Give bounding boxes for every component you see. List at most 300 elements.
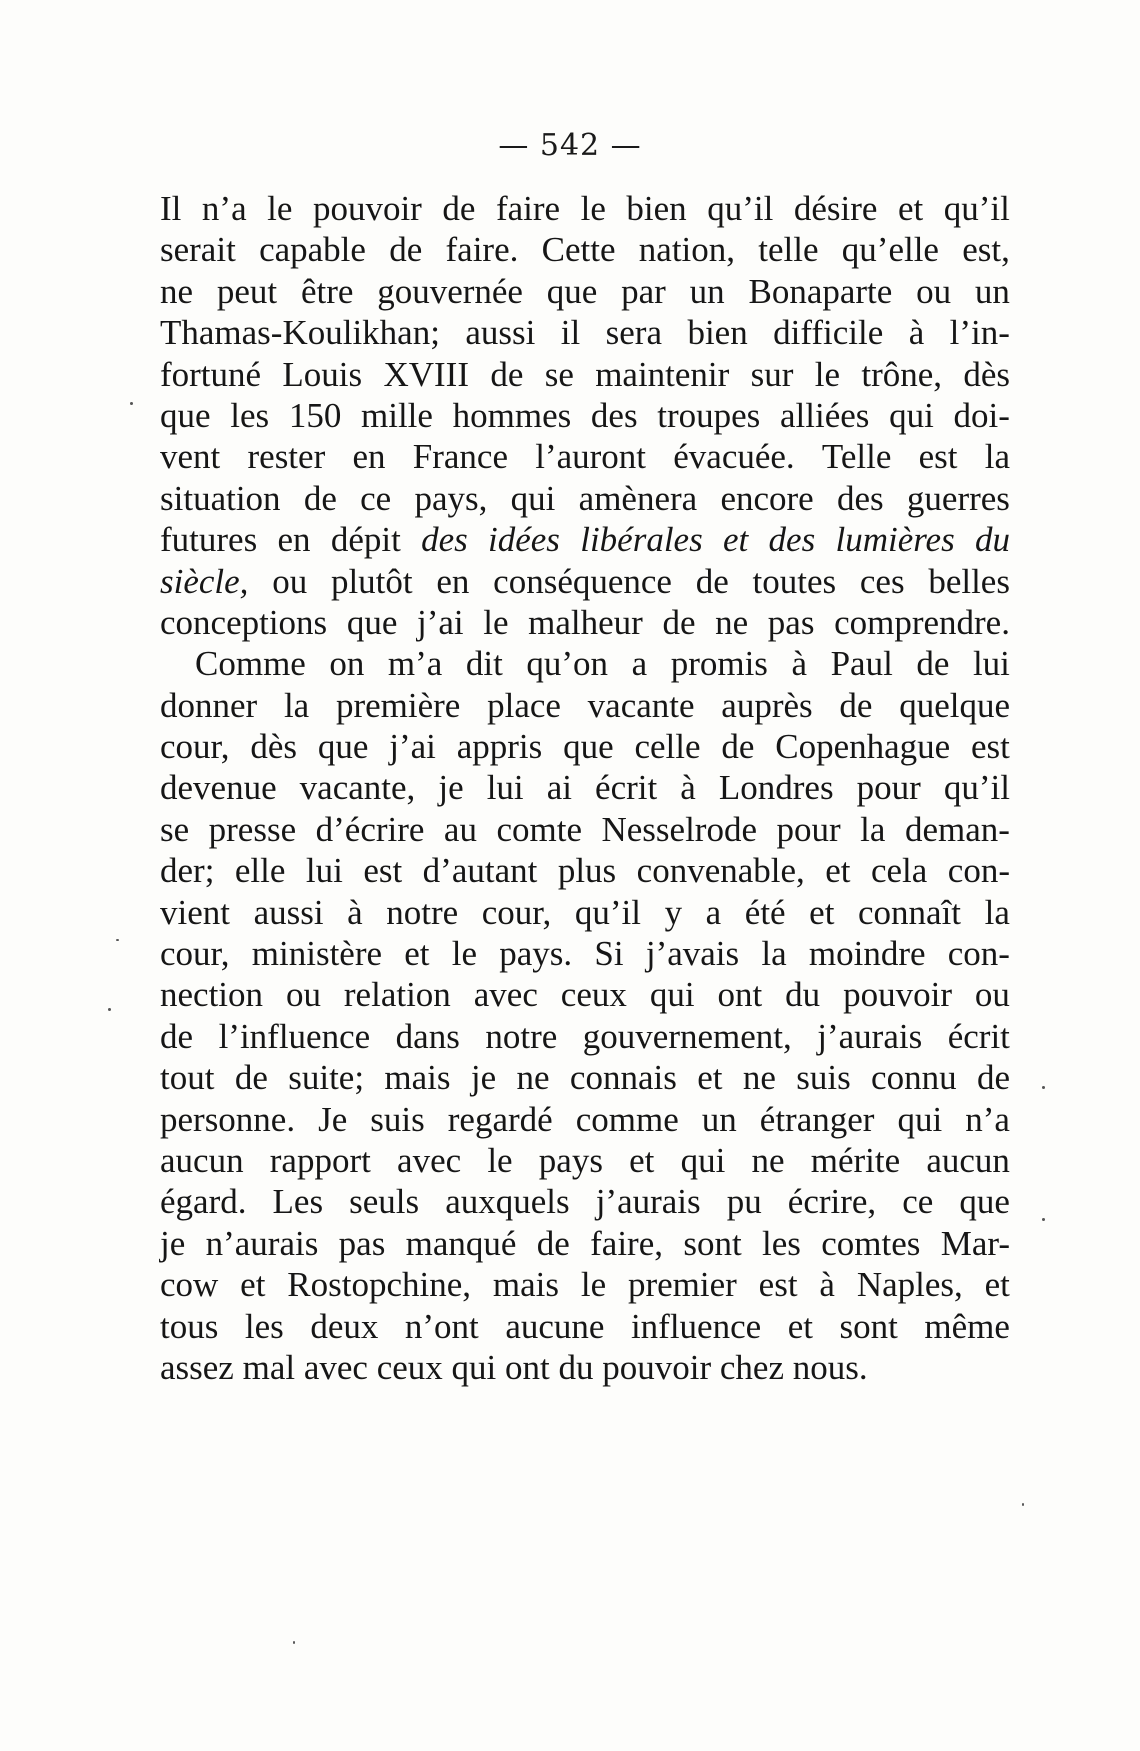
word: Telle xyxy=(821,437,892,477)
text-line xyxy=(160,1181,1010,1222)
word: quelque xyxy=(899,685,1010,725)
word: vient xyxy=(160,892,230,932)
word: se xyxy=(160,809,190,849)
word: trône, xyxy=(861,354,943,394)
text-line xyxy=(160,850,1010,891)
word: encore xyxy=(720,478,814,518)
word: faire. xyxy=(445,230,519,270)
word: malheur xyxy=(528,602,643,642)
word: guerres xyxy=(906,478,1010,518)
word: du xyxy=(975,520,1010,560)
text-line xyxy=(160,188,1010,229)
word: et xyxy=(984,1265,1010,1305)
text-line xyxy=(160,809,1010,850)
word: Louis xyxy=(282,354,363,394)
word: l’influence xyxy=(218,1016,371,1056)
word: ce xyxy=(360,478,392,518)
word: avec xyxy=(473,975,538,1015)
word: doi- xyxy=(953,395,1010,435)
word: qui xyxy=(451,1347,497,1387)
word: lui xyxy=(486,768,524,808)
word: égard. xyxy=(160,1182,247,1222)
word: ce xyxy=(902,1182,934,1222)
text-line xyxy=(160,685,1010,726)
word: suite; xyxy=(288,1058,365,1098)
text-line xyxy=(160,229,1010,270)
word: dépit xyxy=(330,520,401,560)
word: qu’on xyxy=(526,644,609,684)
word: le xyxy=(451,934,478,974)
word: je xyxy=(470,1058,497,1098)
word: ai xyxy=(546,768,572,808)
word: tous xyxy=(160,1306,219,1346)
word: connaît xyxy=(858,892,962,932)
word: j’aurais xyxy=(595,1182,701,1222)
word: Rostopchine, xyxy=(287,1265,472,1305)
word: place xyxy=(487,685,561,725)
word: Comme xyxy=(195,644,306,684)
word: der; xyxy=(160,851,215,891)
word: j’ai xyxy=(416,602,464,642)
word: dès xyxy=(250,727,298,767)
word: un xyxy=(974,271,1010,311)
word: suis xyxy=(370,1099,425,1139)
text-line xyxy=(160,1306,1010,1347)
word: est xyxy=(971,727,1010,767)
word: qui xyxy=(897,1099,943,1139)
word: conséquence xyxy=(493,561,672,601)
word: vacante, xyxy=(299,768,416,808)
word: lui xyxy=(972,644,1010,684)
word: pouvoir xyxy=(312,189,422,228)
word: le xyxy=(487,1140,513,1180)
paper-speck xyxy=(1042,1086,1045,1089)
word: écrit xyxy=(947,1016,1010,1056)
text-line xyxy=(160,643,1010,684)
word: que xyxy=(563,727,614,767)
word: ou xyxy=(285,975,321,1015)
word: le xyxy=(580,189,606,228)
word: et xyxy=(240,1265,266,1305)
word: capable xyxy=(259,230,366,270)
word: n’a xyxy=(965,1099,1010,1139)
word: un xyxy=(701,1099,737,1139)
word: ou xyxy=(272,561,308,601)
word: pays xyxy=(538,1140,603,1180)
word: Paul xyxy=(830,644,893,684)
text-line xyxy=(160,271,1010,312)
word: lui xyxy=(305,851,343,891)
word: l’in- xyxy=(949,313,1010,353)
word: ceux xyxy=(376,1347,443,1387)
word: pas xyxy=(338,1223,386,1263)
word: seuls xyxy=(349,1182,420,1222)
paper-speck xyxy=(1022,1503,1024,1506)
word: connu xyxy=(871,1058,957,1098)
word: pu xyxy=(726,1182,762,1222)
word: et xyxy=(629,1140,655,1180)
paper-speck xyxy=(1042,1218,1045,1221)
word: Nesselrode xyxy=(601,809,758,849)
word: et xyxy=(825,851,851,891)
word: être xyxy=(300,271,354,311)
word: de xyxy=(662,602,696,642)
word: rester xyxy=(247,437,326,477)
word: mille xyxy=(361,395,433,435)
text-line xyxy=(160,1057,1010,1098)
word: pouvoir xyxy=(843,975,952,1015)
text-line xyxy=(160,933,1010,974)
word: XVIII xyxy=(383,354,469,394)
paper-speck xyxy=(293,1641,295,1644)
word: la xyxy=(283,685,310,725)
word: que xyxy=(160,395,211,435)
word: sont xyxy=(839,1306,898,1346)
word: la xyxy=(984,437,1010,477)
word: est xyxy=(918,437,958,477)
text-line xyxy=(160,1099,1010,1140)
word: vacante xyxy=(587,685,695,725)
word: le xyxy=(814,354,841,394)
word: con- xyxy=(947,851,1010,891)
word: plus xyxy=(557,851,617,891)
word: plutôt xyxy=(330,561,413,601)
word: qu’il xyxy=(943,189,1010,228)
word: et xyxy=(897,189,924,228)
word: premier xyxy=(627,1265,737,1305)
word: écrit xyxy=(595,768,658,808)
text-line xyxy=(160,395,1010,436)
text-line xyxy=(160,354,1010,395)
body-text xyxy=(160,188,1010,1388)
word: l’auront xyxy=(535,437,647,477)
word: aucune xyxy=(505,1306,605,1346)
word: et xyxy=(787,1306,813,1346)
word: désire xyxy=(793,189,878,228)
word: des xyxy=(768,520,816,560)
word: Il xyxy=(160,189,182,228)
word: convenable, xyxy=(636,851,805,891)
word: futures xyxy=(160,520,258,560)
word: et xyxy=(722,520,749,560)
word: que xyxy=(346,602,398,642)
word: France xyxy=(412,437,508,477)
word: ou xyxy=(974,975,1010,1015)
word: est, xyxy=(962,230,1010,270)
word: des xyxy=(590,395,638,435)
text-line xyxy=(160,519,1010,560)
page-number: — 542 — xyxy=(498,128,642,163)
word: qu’il xyxy=(943,768,1010,808)
word: j’aurais xyxy=(817,1016,923,1056)
word: mal xyxy=(242,1347,296,1387)
word: en xyxy=(277,520,311,560)
word: pays, xyxy=(414,478,488,518)
word: d’autant xyxy=(422,851,538,891)
word: est xyxy=(758,1265,798,1305)
word: notre xyxy=(485,1016,558,1056)
word: les xyxy=(762,1223,801,1263)
word: de xyxy=(536,1223,570,1263)
word: à xyxy=(680,768,696,808)
word: dès xyxy=(963,354,1010,394)
word: celle xyxy=(634,727,701,767)
text-line xyxy=(160,726,1010,767)
word: rapport xyxy=(269,1140,371,1180)
word: 150 xyxy=(288,395,342,435)
word: de xyxy=(234,1058,268,1098)
word: elle xyxy=(234,851,286,891)
word: on xyxy=(329,644,365,684)
word: sont xyxy=(683,1223,742,1263)
word: et xyxy=(809,892,835,932)
word: ces xyxy=(859,561,905,601)
word: dans xyxy=(395,1016,460,1056)
word: nation, xyxy=(638,230,736,270)
word: troupes xyxy=(657,395,761,435)
word: étranger xyxy=(759,1099,875,1139)
word: Bonaparte xyxy=(748,271,893,311)
text-line xyxy=(160,1140,1010,1181)
word: appris xyxy=(456,727,543,767)
word: que xyxy=(546,271,598,311)
word: aucun xyxy=(926,1140,1010,1180)
word: de xyxy=(721,727,755,767)
word: de xyxy=(976,1058,1010,1098)
word: tout xyxy=(160,1058,215,1098)
text-line xyxy=(160,436,1010,477)
word: comte xyxy=(496,809,582,849)
word: nous. xyxy=(792,1347,868,1387)
word: Les xyxy=(272,1182,324,1222)
text-line xyxy=(160,974,1010,1015)
word: promis xyxy=(670,644,768,684)
word: a xyxy=(631,644,648,684)
word: qu’elle xyxy=(841,230,939,270)
word: mais xyxy=(384,1058,451,1098)
word: Naples, xyxy=(856,1265,963,1305)
word: pas xyxy=(767,602,815,642)
word: j’ai xyxy=(389,727,436,767)
word: ne xyxy=(742,1058,776,1098)
word: qui xyxy=(889,395,934,435)
text-line xyxy=(160,1223,1010,1264)
word: du xyxy=(785,975,821,1015)
word: ne xyxy=(516,1058,550,1098)
word: d’écrire xyxy=(315,809,425,849)
word: la xyxy=(984,892,1010,932)
word: amènera xyxy=(578,478,698,518)
word: au xyxy=(443,809,477,849)
word: n’ont xyxy=(404,1306,479,1346)
word: est xyxy=(363,851,403,891)
word: Mar- xyxy=(940,1223,1010,1263)
word: le xyxy=(483,602,509,642)
word: aussi xyxy=(465,313,536,353)
word: je xyxy=(160,1223,186,1263)
word: de xyxy=(490,354,524,394)
word: con- xyxy=(947,934,1010,974)
word: belles xyxy=(928,561,1010,601)
word: de xyxy=(303,478,337,518)
word: avec xyxy=(303,1347,368,1387)
word: maintenir xyxy=(595,354,730,394)
word: première xyxy=(335,685,461,725)
word: mais xyxy=(492,1265,559,1305)
word: moindre xyxy=(808,934,926,974)
word: sera xyxy=(605,313,663,353)
paper-speck xyxy=(116,939,119,941)
word: fortuné xyxy=(160,354,262,394)
word: toutes xyxy=(752,561,837,601)
word: évacuée. xyxy=(673,437,795,477)
text-line xyxy=(160,767,1010,808)
word: chez xyxy=(719,1347,784,1387)
word: que xyxy=(959,1182,1010,1222)
word: libérales xyxy=(580,520,703,560)
word: la xyxy=(860,809,886,849)
word: à xyxy=(347,892,363,932)
word: aussi xyxy=(253,892,324,932)
word: connais xyxy=(569,1058,677,1098)
text-line xyxy=(160,1016,1010,1057)
word: a xyxy=(705,892,722,932)
word: gouvernement, xyxy=(582,1016,792,1056)
word: pouvoir xyxy=(602,1347,712,1387)
word: difficile xyxy=(773,313,884,353)
word: n’aurais xyxy=(205,1223,319,1263)
word: alliées xyxy=(780,395,870,435)
word: dit xyxy=(465,644,503,684)
word: qui xyxy=(510,478,556,518)
word: ont xyxy=(505,1347,550,1387)
word: regardé xyxy=(447,1099,553,1139)
word: comtes xyxy=(821,1223,921,1263)
word: peut xyxy=(216,271,278,311)
word: à xyxy=(819,1265,835,1305)
word: même xyxy=(924,1306,1010,1346)
word: Cette xyxy=(541,230,616,270)
word: hommes xyxy=(452,395,572,435)
word: situation xyxy=(160,478,281,518)
word: des xyxy=(836,478,884,518)
word: conceptions xyxy=(160,602,328,642)
text-line xyxy=(160,1264,1010,1305)
word: cela xyxy=(870,851,928,891)
word: des xyxy=(421,520,468,560)
word: bien xyxy=(687,313,748,353)
word: qu’il xyxy=(707,189,774,228)
word: mérite xyxy=(810,1140,901,1180)
word: cour, xyxy=(160,727,230,767)
word: les xyxy=(230,395,270,435)
word: m’a xyxy=(387,644,443,684)
text-line xyxy=(160,892,1010,933)
word: assez xyxy=(160,1347,234,1387)
text-line xyxy=(160,478,1010,519)
word: telle xyxy=(758,230,819,270)
word: gouvernée xyxy=(377,271,523,311)
word: Londres xyxy=(718,768,834,808)
word: ou xyxy=(916,271,952,311)
word: deux xyxy=(310,1306,379,1346)
word: qu’il xyxy=(574,892,641,932)
word: auprès xyxy=(721,685,813,725)
word: par xyxy=(621,271,666,311)
word: ont xyxy=(717,975,763,1015)
word: la xyxy=(761,934,787,974)
word: personne. xyxy=(160,1099,296,1139)
word: avec xyxy=(397,1140,462,1180)
word: et xyxy=(404,934,430,974)
word: suis xyxy=(796,1058,851,1098)
word: devenue xyxy=(160,768,277,808)
word: comme xyxy=(575,1099,679,1139)
word: du xyxy=(558,1347,594,1387)
word: ne xyxy=(160,271,194,311)
word: presse xyxy=(208,809,297,849)
word: n’a xyxy=(201,189,247,228)
word: de xyxy=(160,1016,194,1056)
word: sur xyxy=(750,354,794,394)
word: et xyxy=(697,1058,723,1098)
text-line xyxy=(160,1347,1010,1388)
word: deman- xyxy=(904,809,1010,849)
word: manqué xyxy=(405,1223,517,1263)
word: Je xyxy=(318,1099,348,1139)
word: comprendre. xyxy=(834,602,1010,642)
text-line xyxy=(160,312,1010,353)
word: relation xyxy=(343,975,451,1015)
word: serait xyxy=(160,230,236,270)
word: de xyxy=(695,561,729,601)
word: j’avais xyxy=(645,934,740,974)
word: ne xyxy=(751,1140,785,1180)
word: pays. xyxy=(499,934,573,974)
word: influence xyxy=(630,1306,762,1346)
word: vent xyxy=(160,437,221,477)
word: en xyxy=(436,561,470,601)
word: il xyxy=(560,313,581,353)
word: bien xyxy=(626,189,687,228)
text-line xyxy=(160,561,1010,602)
word: Si xyxy=(594,934,624,974)
word: faire, xyxy=(590,1223,663,1263)
word: à xyxy=(791,644,808,684)
word: nection xyxy=(160,975,264,1015)
word: pour xyxy=(776,809,841,849)
word: été xyxy=(744,892,786,932)
word: faire xyxy=(495,189,561,228)
word: Thamas-Koulikhan; xyxy=(160,313,440,353)
word: ministère xyxy=(251,934,383,974)
word: lumières xyxy=(835,520,955,560)
word: qui xyxy=(680,1140,726,1180)
word: Copenhague xyxy=(775,727,951,767)
word: de xyxy=(916,644,950,684)
word: écrire, xyxy=(787,1182,877,1222)
word: ne xyxy=(715,602,749,642)
word: pour xyxy=(856,768,921,808)
word: en xyxy=(352,437,386,477)
word: cour, xyxy=(481,892,552,932)
word: je xyxy=(438,768,464,808)
word: y xyxy=(664,892,683,932)
word: cour, xyxy=(160,934,230,974)
word: aucun xyxy=(160,1140,244,1180)
word: de xyxy=(839,685,873,725)
word: donner xyxy=(160,685,258,725)
